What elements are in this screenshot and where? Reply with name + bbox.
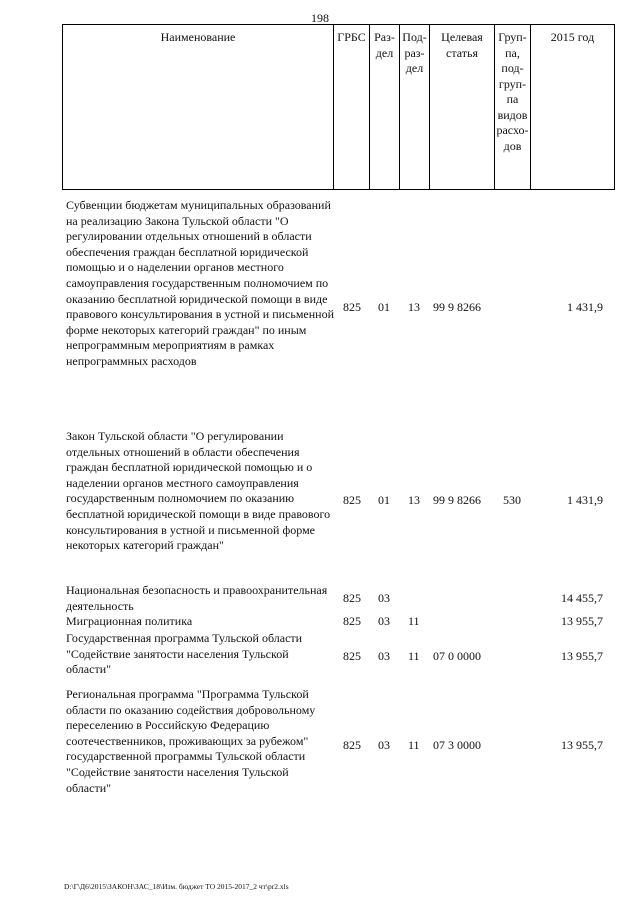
row-sum: 13 955,7 xyxy=(561,738,603,752)
row-sum: 1 431,9 xyxy=(567,300,603,314)
row-name: Субвенции бюджетам муниципальных образований на реализацию Закона Тульской области "О регулировании отдельных отношений в области обеспечения граждан бесплатной юридической помощью и о наделении органов местного самоуправления государственным полномочием по оказанию бесплатной юридической помощи в виде правового консультирования в устной и письменной форме некоторых категорий граждан" по иным непрограммным мероприятиям в рамках непрограммных расходов xyxy=(66,198,335,368)
row-podrazdel: 13 xyxy=(408,300,420,314)
header-razdel: Раз- дел xyxy=(369,25,399,189)
header-2015: 2015 год xyxy=(530,25,614,189)
row-name: Миграционная политика xyxy=(66,614,193,628)
row-razdel: 03 xyxy=(378,591,390,605)
page-number: 198 xyxy=(311,11,329,25)
row-grbs: 825 xyxy=(343,493,361,507)
header-grbs: ГРБС xyxy=(333,25,369,189)
row-razdel: 01 xyxy=(378,300,390,314)
row-podrazdel: 11 xyxy=(408,614,420,628)
row-celevaya-statya: 99 9 8266 xyxy=(433,493,481,507)
row-name: Региональная программа "Программа Тульской области по оказанию содействия добровольному переселению в Российскую Федерацию соотечественников, проживающих за рубежом" государственной программы Тульской области "Содействие занятости населения Тульской области" xyxy=(66,687,316,795)
row-razdel: 03 xyxy=(378,614,390,628)
row-grbs: 825 xyxy=(343,649,361,663)
header-name: Наименование xyxy=(160,30,236,44)
row-sum: 1 431,9 xyxy=(567,493,603,507)
table-header xyxy=(62,24,615,190)
header-vid-rashodov: Груп- па, под- груп- па видов расхо- дов xyxy=(494,25,530,189)
row-sum: 13 955,7 xyxy=(561,614,603,628)
row-sum: 14 455,7 xyxy=(561,591,603,605)
row-podrazdel: 13 xyxy=(408,493,420,507)
row-celevaya-statya: 99 9 8266 xyxy=(433,300,481,314)
row-grbs: 825 xyxy=(343,614,361,628)
row-grbs: 825 xyxy=(343,300,361,314)
row-celevaya-statya: 07 3 0000 xyxy=(433,738,481,752)
row-razdel: 03 xyxy=(378,738,390,752)
row-podrazdel: 11 xyxy=(408,738,420,752)
row-name: Национальная безопасность и правоохранительная деятельность xyxy=(66,583,328,613)
row-name: Государственная программа Тульской области "Содействие занятости населения Тульской области" xyxy=(66,631,303,677)
row-sum: 13 955,7 xyxy=(561,649,603,663)
header-podrazdel: Под- раз- дел xyxy=(399,25,429,189)
row-razdel: 01 xyxy=(378,493,390,507)
file-path-footer: D:\Г\Д6\2015\ЗАКОН\ЗАС_18\Изм. бюджет ТО 2015-2017_2 чт\pr2.xls xyxy=(64,882,289,891)
row-razdel: 03 xyxy=(378,649,390,663)
row-grbs: 825 xyxy=(343,738,361,752)
row-name: Закон Тульской области "О регулировании отдельных отношений в области обеспечения граждан бесплатной юридической помощью и о наделении органов местного самоуправления государственным полномочием по оказанию бесплатной юридической помощи в виде правового консультирования в устной и письменной форме некоторых категорий граждан" xyxy=(66,429,331,553)
row-celevaya-statya: 07 0 0000 xyxy=(433,649,481,663)
row-vid-rashodov: 530 xyxy=(503,493,521,507)
header-celevaya-statya: Целевая статья xyxy=(429,25,494,189)
row-podrazdel: 11 xyxy=(408,649,420,663)
row-grbs: 825 xyxy=(343,591,361,605)
